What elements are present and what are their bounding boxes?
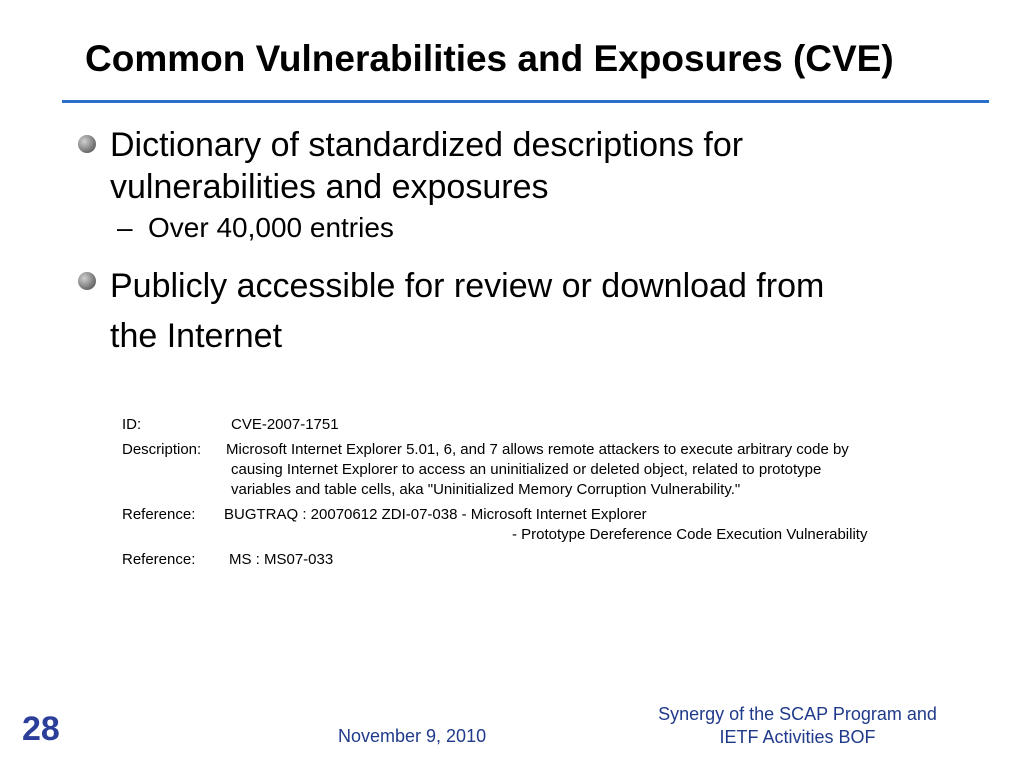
cve-reference-label: Reference: [122,551,196,568]
cve-description-line: variables and table cells, aka "Uninitialized Memory Corruption Vulnerability." [231,481,741,498]
bullet-line: Dictionary of standardized descriptions for [110,126,744,164]
bullet-dot-icon [78,135,96,153]
cve-description-line: causing Internet Explorer to access an uninitialized or deleted object, related to prototype [231,461,822,478]
bullet-item [110,124,743,208]
cve-description-line: Microsoft Internet Explorer 5.01, 6, and 7 allows remote attackers to execute arbitrary code by [226,441,849,458]
sub-bullet-dash: – [117,212,133,243]
cve-id-label: ID: [122,416,142,433]
slide-title: Common Vulnerabilities and Exposures (CVE) [85,38,894,79]
footer-date: November 9, 2010 [338,726,487,746]
footer-title-line: IETF Activities BOF [719,727,876,747]
cve-id-value: CVE-2007-1751 [231,416,339,433]
title-divider [62,100,989,103]
cve-reference-value: BUGTRAQ : 20070612 ZDI-07-038 - Microsoft Internet Explorer [224,506,647,523]
bullet-line: vulnerabilities and exposures [110,168,549,206]
cve-reference-label: Reference: [122,506,196,523]
sub-bullet: Over 40,000 entries [148,212,394,243]
cve-description-label: Description: [122,441,202,458]
cve-reference-value: MS : MS07-033 [229,551,334,568]
footer-title-line: Synergy of the SCAP Program and [658,704,937,724]
cve-reference-value-continued: - Prototype Dereference Code Execution Vulnerability [512,526,868,543]
bullet-dot-icon [78,272,96,290]
bullet-line: the Internet [110,317,283,355]
footer-presentation-title [620,703,975,749]
page-number: 28 [22,710,60,748]
bullet-item [110,261,824,361]
bullet-line: Publicly accessible for review or download from [110,267,825,305]
